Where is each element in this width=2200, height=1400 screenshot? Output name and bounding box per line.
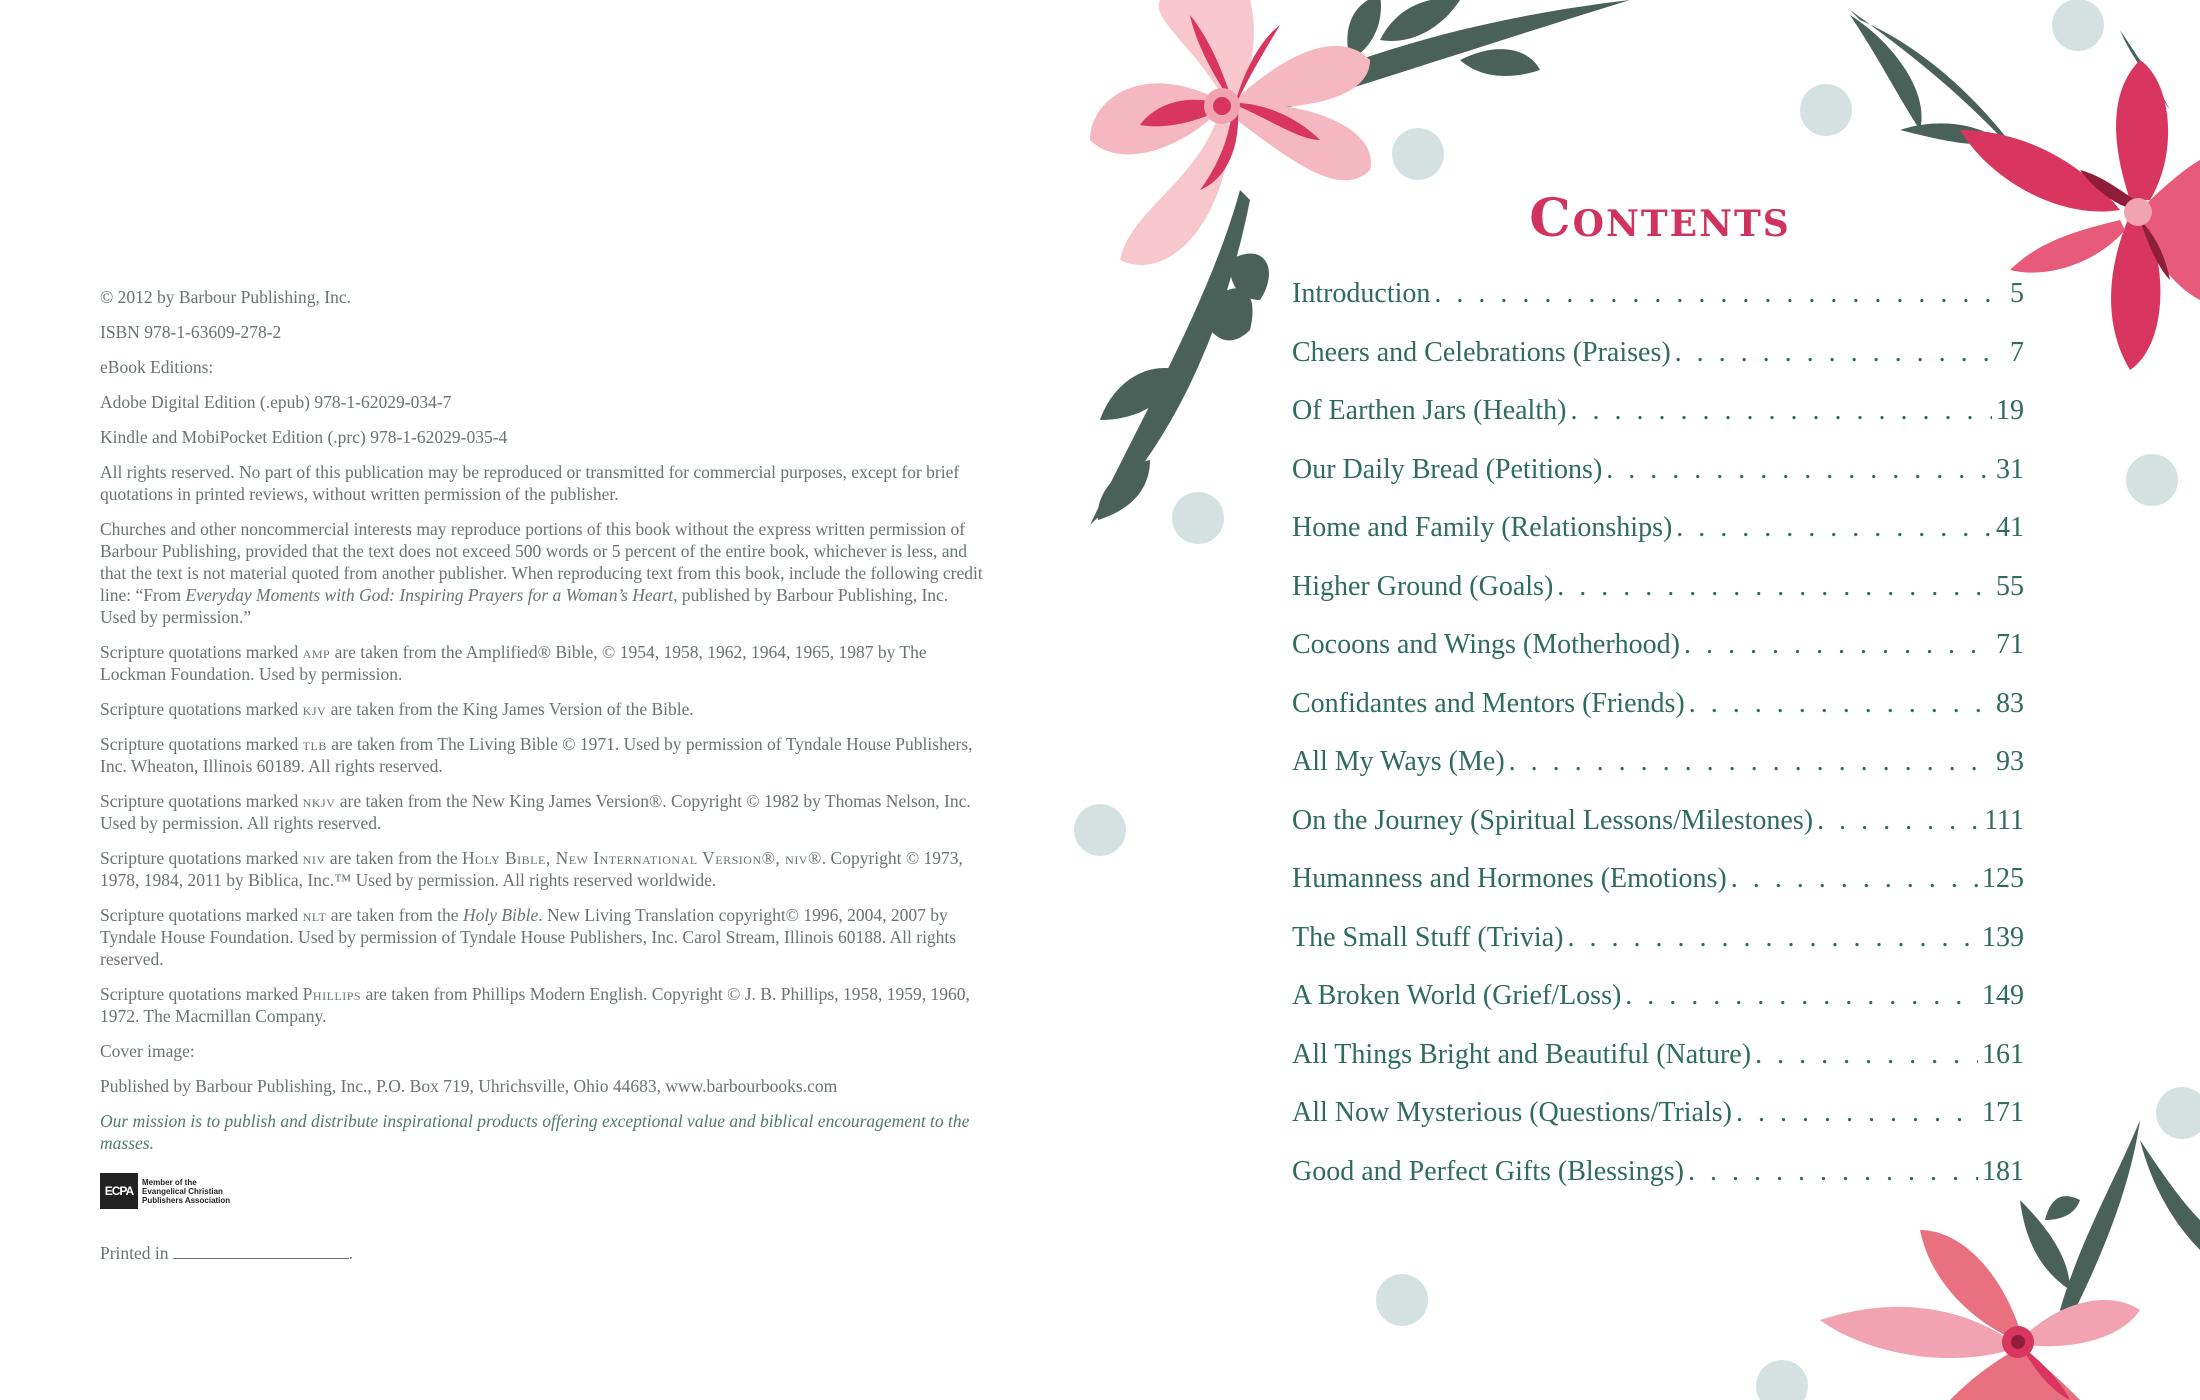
amp-paragraph: Scripture quotations marked amp are taken from the Amplified® Bible, © 1954, 1958, 1962, 1964, 1965, 1987 by The Lockman Foundation. Used by permission.: [100, 642, 927, 684]
printed-in-blank: [173, 1244, 349, 1259]
toc-entry: Home and Family (Relationships) . . . 41: [1292, 512, 2024, 571]
printed-in-line: Printed in .: [100, 1243, 353, 1263]
isbn-line: ISBN 978-1-63609-278-2: [100, 322, 282, 342]
toc-entry: Confidantes and Mentors (Friends) . . . 83: [1292, 688, 2024, 747]
phillips-paragraph: Scripture quotations marked Phillips are taken from Phillips Modern English. Copyright © J. B. Phillips, 1958, 1959, 1960, 1972. The Macmillan Company.: [100, 984, 970, 1026]
toc-entry: On the Journey (Spiritual Lessons/Milestones) . . . 111: [1292, 805, 2024, 864]
ecpa-caption: Member of the Evangelical Christian Publishers Association: [142, 1177, 231, 1205]
toc-entry: Introduction . . . 5: [1292, 278, 2024, 337]
toc-entry: A Broken World (Grief/Loss) . . . 149: [1292, 980, 2024, 1039]
toc-entry: The Small Stuff (Trivia) . . . 139: [1292, 922, 2024, 981]
toc-entry: All Now Mysterious (Questions/Trials) . . . 171: [1292, 1097, 2024, 1156]
adobe-edition-line: Adobe Digital Edition (.epub) 978-1-62029-034-7: [100, 392, 452, 412]
rights-paragraph: All rights reserved. No part of this publication may be reproduced or transmitted for commercial purposes, except for brief quotations in printed reviews, without written permission of the publisher.: [100, 462, 960, 504]
niv-paragraph: Scripture quotations marked niv are taken from the Holy Bible, New International Version®, niv®. Copyright © 1973, 1978, 1984, 2011 by Biblica, Inc.™ Used by permission. All rights reserved worldwide.: [100, 848, 963, 890]
contents-title: Contents: [1529, 188, 1791, 249]
tlb-paragraph: Scripture quotations marked tlb are taken from The Living Bible © 1971. Used by permission of Tyndale House Publishers, Inc. Wheaton, Illinois 60189. All rights reserved.: [100, 734, 973, 776]
toc-entry: Cheers and Celebrations (Praises) . . . 7: [1292, 337, 2024, 396]
toc-entry: All Things Bright and Beautiful (Nature) . . . 161: [1292, 1039, 2024, 1098]
nkjv-paragraph: Scripture quotations marked nkjv are taken from the New King James Version®. Copyright © 1982 by Thomas Nelson, Inc. Used by permission. All rights reserved.: [100, 791, 971, 833]
cover-image-line: Cover image:: [100, 1041, 195, 1061]
mission-statement: Our mission is to publish and distribute inspirational products offering exceptional value and biblical encouragement to the masses.: [100, 1111, 970, 1153]
toc-entry: Humanness and Hormones (Emotions) . . . 125: [1292, 863, 2024, 922]
churches-paragraph: Churches and other noncommercial interests may reproduce portions of this book without the express written permission of Barbour Publishing, provided that the text does not exceed 500 words or 5 percent of the entire book, whichever is less, and that the text is not material quoted from another publisher. When reproducing text from this book, include the following credit line: “From Everyday Moments with God: Inspiring Prayers for a Woman’s Heart, published by Barbour Publishing, Inc. Used by permission.”: [100, 519, 983, 627]
ecpa-mark: ECPA: [100, 1173, 138, 1209]
nlt-paragraph: Scripture quotations marked nlt are taken from the Holy Bible. New Living Translation copyright© 1996, 2004, 2007 by Tyndale House Foundation. Used by permission of Tyndale House Publishers, Inc. Carol Stream, Illinois 60188. All rights reserved.: [100, 905, 957, 969]
toc-entry: Our Daily Bread (Petitions) . . . 31: [1292, 454, 2024, 513]
copyright-line: © 2012 by Barbour Publishing, Inc.: [100, 287, 351, 307]
toc-entry: Of Earthen Jars (Health) . . . 19: [1292, 395, 2024, 454]
toc-entry: All My Ways (Me) . . . 93: [1292, 746, 2024, 805]
published-by-line: Published by Barbour Publishing, Inc., P.O. Box 719, Uhrichsville, Ohio 44683, www.barbourbooks.com: [100, 1076, 838, 1096]
toc-entry: Good and Perfect Gifts (Blessings) . . . 181: [1292, 1156, 2024, 1215]
toc-entry: Higher Ground (Goals) . . . 55: [1292, 571, 2024, 630]
kindle-edition-line: Kindle and MobiPocket Edition (.prc) 978-1-62029-035-4: [100, 427, 508, 447]
copyright-page: [100, 286, 986, 1264]
table-of-contents: [1292, 278, 2024, 1214]
toc-entry: Cocoons and Wings (Motherhood) . . . 71: [1292, 629, 2024, 688]
kjv-paragraph: Scripture quotations marked kjv are taken from the King James Version of the Bible.: [100, 699, 694, 719]
ecpa-logo: [100, 1170, 986, 1212]
ebook-editions-label: eBook Editions:: [100, 357, 214, 377]
